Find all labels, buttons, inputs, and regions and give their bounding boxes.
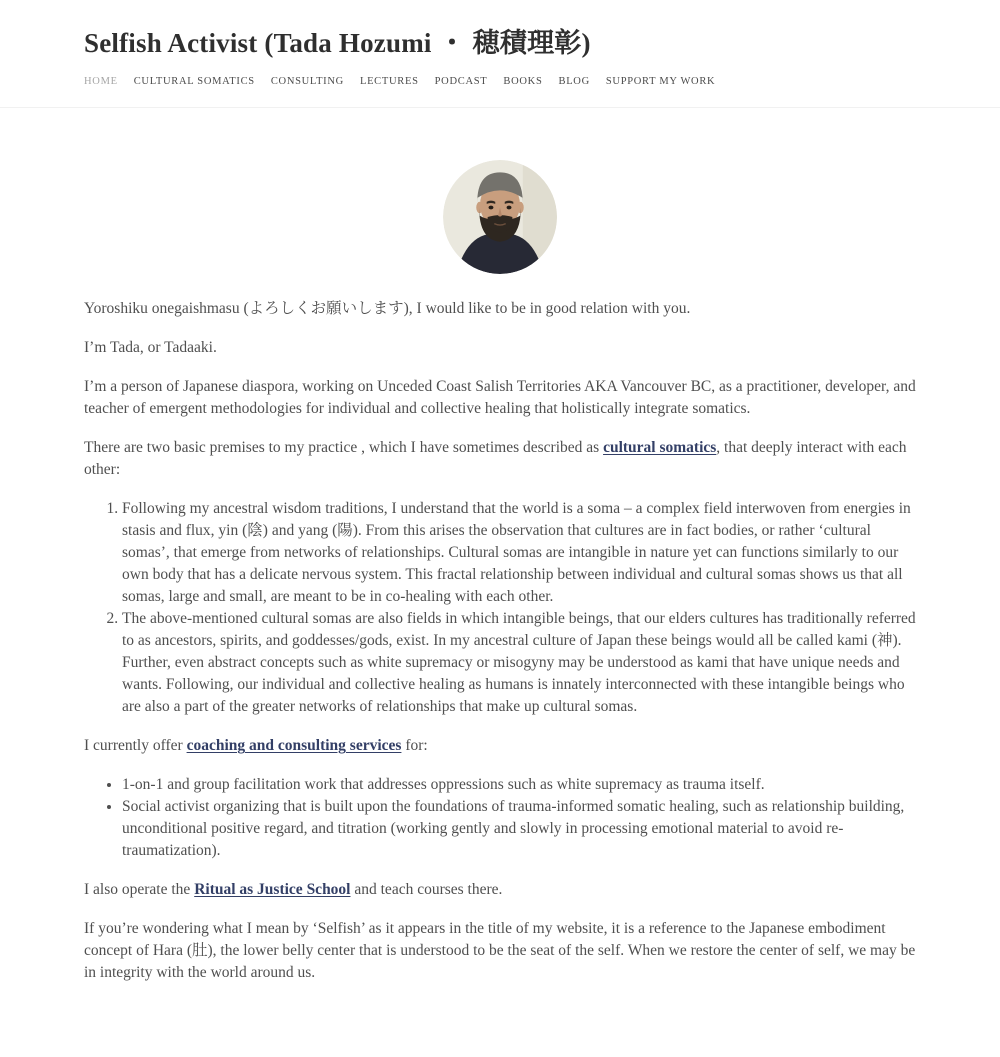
name-paragraph: I’m Tada, or Tadaaki. bbox=[84, 339, 217, 357]
premises-intro-paragraph bbox=[84, 437, 916, 481]
profile-photo-illustration bbox=[443, 160, 557, 274]
premises-intro-text-after: , that deeply interact with each other: bbox=[84, 439, 907, 479]
service-item-2: • Social activist organizing that is built upon the foundations of trauma-informed somatic healing, such as relationship building, unconditional positive regard, and titration (working gently and slowly in processing emotional material to avoid re-traumatization). bbox=[122, 796, 916, 862]
main-content bbox=[84, 108, 916, 1057]
cultural-somatics-link[interactable]: cultural somatics bbox=[603, 439, 717, 457]
school-text-before: I also operate the bbox=[84, 881, 195, 899]
offer-paragraph bbox=[84, 735, 916, 757]
nav-item-cultural-somatics[interactable]: CULTURAL SOMATICS bbox=[133, 76, 255, 88]
offer-text-before: I currently offer bbox=[84, 737, 187, 755]
premises-list bbox=[84, 498, 916, 718]
coaching-consulting-link[interactable]: coaching and consulting services bbox=[186, 737, 402, 755]
selfish-explanation-paragraph: If you’re wondering what I mean by ‘Selfish’ as it appears in the title of my website, it is a reference to the Japanese embodiment concept of Hara (肚), the lower belly center that is understood to be the seat of the self. When we restore the center of self, we may be in integrity with the world around us. bbox=[84, 920, 916, 982]
nav-item-support-my-work[interactable]: SUPPORT MY WORK bbox=[605, 76, 716, 88]
about-paragraph: I’m a person of Japanese diaspora, working on Unceded Coast Salish Territories AKA Vancouver BC, as a practitioner, developer, and teacher of emergent methodologies for individual and collective healing that holistically integrate somatics. bbox=[84, 378, 916, 418]
school-paragraph bbox=[84, 879, 916, 901]
nav-item-lectures[interactable]: LECTURES bbox=[359, 76, 419, 88]
ritual-as-justice-school-link[interactable]: Ritual as Justice School bbox=[194, 881, 351, 899]
school-text-after: and teach courses there. bbox=[350, 881, 503, 899]
services-list bbox=[84, 774, 916, 862]
premise-item-2: 2. The above-mentioned cultural somas are also fields in which intangible beings, that our elders cultures has traditionally referred to as ancestors, spirits, and goddesses/gods, exist. In my ancestral culture of Japan these beings would all be called kami (神). Further, even abstract concepts such as white supremacy or misogyny may be understood as kami that have unique needs and wants. Following, our individual and collective healing as humans is innately interconnected with these intangible beings who are also a part of the greater networks of relationships that make up cultural somas. bbox=[122, 608, 916, 718]
offer-text-after: for: bbox=[401, 737, 428, 755]
nav-item-podcast[interactable]: PODCAST bbox=[434, 76, 488, 88]
nav-item-blog[interactable]: BLOG bbox=[558, 76, 590, 88]
main-nav bbox=[84, 76, 916, 107]
nav-item-consulting[interactable]: CONSULTING bbox=[270, 76, 344, 88]
site-header bbox=[0, 0, 1000, 108]
nav-item-books[interactable]: BOOKS bbox=[503, 76, 543, 88]
premise-item-1: 1. Following my ancestral wisdom traditions, I understand that the world is a soma – a complex field interwoven from energies in stasis and flux, yin (陰) and yang (陽). From this arises the observation that cultures are in fact bodies, or rather ‘cultural somas’, that emerge from networks of relationships. Cultural somas are intangible in nature yet can functions similarly to our own body that has a delicate nervous system. This fractal relationship between individual and cultural somas shows us that all somas, large and small, are meant to be in co-healing with each other. bbox=[122, 498, 916, 608]
premises-intro-text-before: There are two basic premises to my practice , which I have sometimes described as bbox=[84, 439, 604, 457]
nav-item-home[interactable]: HOME bbox=[84, 76, 118, 88]
site-title-link[interactable]: Selfish Activist (Tada Hozumi ・ 穂積理彰) bbox=[84, 28, 591, 58]
greeting-paragraph: Yoroshiku onegaishmasu (よろしくお願いします), I would like to be in good relation with you. bbox=[84, 300, 691, 318]
service-item-1: • 1-on-1 and group facilitation work that addresses oppressions such as white supremacy as trauma itself. bbox=[122, 774, 916, 796]
profile-photo bbox=[443, 160, 557, 274]
